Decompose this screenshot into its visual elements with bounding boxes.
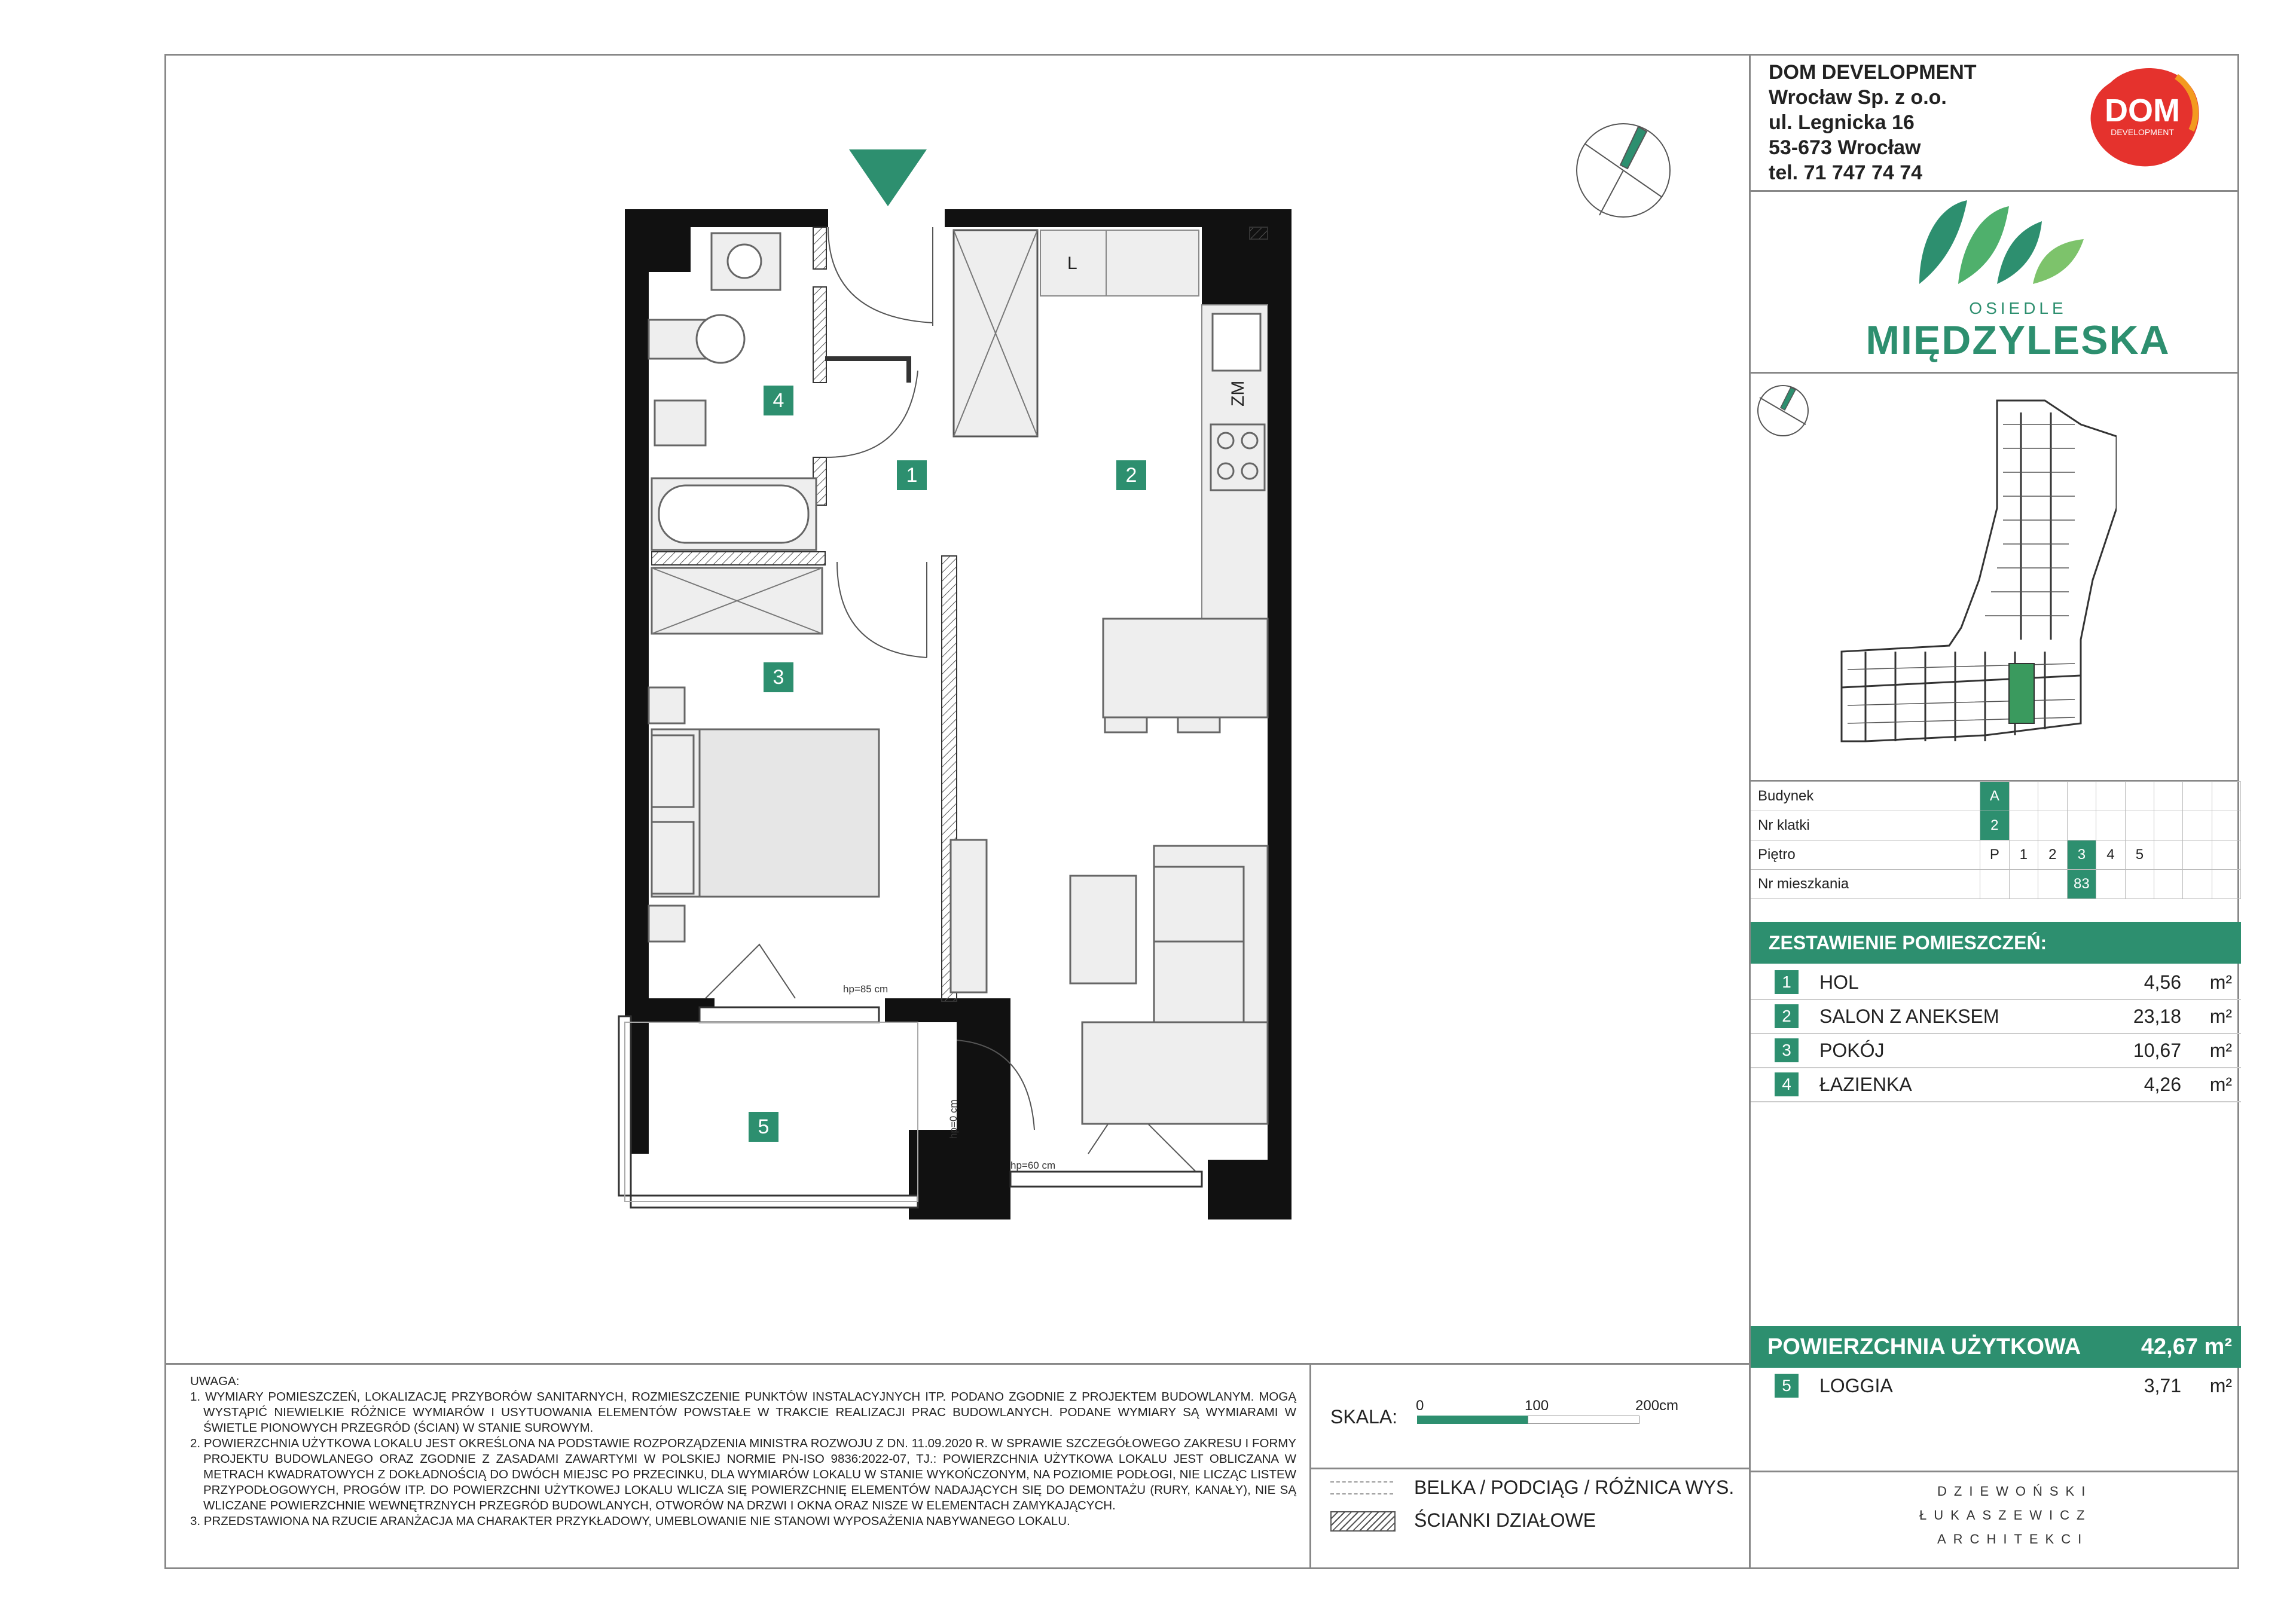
- belka-legend-swatch: [1330, 1481, 1393, 1494]
- room-badge-loggia: 5: [749, 1112, 778, 1142]
- north-arrow-small-icon: [1755, 383, 1812, 439]
- mieszkanie-value: 83: [2067, 870, 2096, 899]
- osiedle-prefix: OSIEDLE: [1969, 299, 2067, 317]
- room-area: 4,56: [2144, 971, 2181, 993]
- room-number: 4: [1775, 1072, 1799, 1096]
- room-unit: m²: [2209, 1040, 2232, 1061]
- room-name: HOL: [1819, 971, 1859, 993]
- room-name: SALON Z ANEKSEM: [1819, 1005, 1999, 1027]
- room-number: 1: [1775, 970, 1799, 994]
- room-name: LOGGIA: [1819, 1375, 1893, 1396]
- room-row: [1751, 1034, 2241, 1068]
- entrance-marker-icon: [849, 149, 927, 206]
- company-address: [1769, 60, 1977, 185]
- budynek-value: A: [1980, 782, 2010, 811]
- pietro-option: 4: [2096, 840, 2125, 870]
- room-area: 10,67: [2133, 1040, 2181, 1061]
- pietro-option: 2: [2038, 840, 2067, 870]
- architect-line-3: ARCHITEKCI: [1937, 1532, 2089, 1546]
- dom-logo-text: DOM: [2105, 93, 2180, 129]
- coffee-table: [1070, 876, 1136, 983]
- north-arrow-icon: [1573, 120, 1674, 221]
- legend-divider: [1309, 1468, 1749, 1469]
- belka-legend-label: BELKA / PODCIĄG / RÓŻNICA WYS.: [1414, 1477, 1735, 1498]
- bed-icon: [649, 687, 879, 942]
- room-badge-pokoj: 3: [764, 662, 793, 692]
- total-area-bar: [1751, 1326, 2241, 1368]
- note-1: 1. WYMIARY POMIESZCZEŃ, LOKALIZACJĘ PRZYBORÓW SANITARNYCH, ROZMIESZCZENIE PUNKTÓW INSTALACYJNYCH ITP. PODANO ZGODNIE Z PROJEKTEM BUDOWLANYM. MOGĄ WYSTĄPIĆ NIEWIELKIE RÓŻNICE WYMIARÓW I USYTUOWANIA ELEMENTÓW POWSTAŁE W TRAKCIE REALIZACJI PRAC BUDOWLANYCH. PODANE WYMIARY SĄ WYMIARAMI W ŚWIETLE PIONOWYCH PRZEGRÓD (ŚCIAN) W STANIE SUROWYM.: [190, 1390, 1296, 1435]
- notes-block: [190, 1374, 1296, 1529]
- architect-line-2: ŁUKASZEWICZ: [1919, 1508, 2092, 1523]
- washbasin-icon: [655, 401, 706, 445]
- room-area: 4,26: [2144, 1074, 2181, 1095]
- row-klatka: [1751, 811, 2241, 840]
- pietro-label: Piętro: [1751, 840, 1980, 870]
- room-badge-lazienka: 4: [764, 386, 793, 415]
- room-unit: m²: [2209, 971, 2232, 993]
- room-unit: m²: [2209, 1375, 2232, 1396]
- company-entity: Wrocław Sp. z o.o.: [1769, 86, 1947, 109]
- mieszkanie-label: Nr mieszkania: [1751, 870, 1980, 899]
- notes-divider: [164, 1363, 1749, 1365]
- scale-tick-200: 200cm: [1635, 1398, 1679, 1414]
- room-number: 5: [1775, 1374, 1799, 1398]
- osiedle-logo-mark: [1913, 194, 2087, 284]
- room-area: 3,71: [2144, 1375, 2181, 1396]
- room-area: 23,18: [2133, 1005, 2181, 1027]
- sink-icon: [1213, 314, 1260, 371]
- company-divider: [1749, 190, 2239, 192]
- budynek-label: Budynek: [1751, 782, 1980, 811]
- notes-title: UWAGA:: [190, 1374, 240, 1388]
- logo-divider: [1749, 372, 2239, 374]
- scale-bar-empty: [1528, 1416, 1639, 1424]
- l-mark: L: [1067, 253, 1077, 273]
- company-street: ul. Legnicka 16: [1769, 111, 1915, 134]
- scianki-legend-label: ŚCIANKI DZIAŁOWE: [1414, 1509, 1596, 1531]
- building-key-plan: [1830, 389, 2117, 747]
- room-number: 3: [1775, 1038, 1799, 1062]
- dom-development-logo: [2087, 65, 2203, 172]
- kitchen-cabinet: [1040, 230, 1199, 296]
- total-area-label: POWIERZCHNIA UŻYTKOWA: [1767, 1334, 2081, 1359]
- row-budynek: [1751, 782, 2241, 811]
- company-city: 53-673 Wrocław: [1769, 136, 1921, 159]
- room-badge-hol: 1: [897, 460, 927, 490]
- room-badge-salon: 2: [1116, 460, 1146, 490]
- klatka-value: 2: [1980, 811, 2010, 840]
- pietro-option-selected: 3: [2067, 840, 2096, 870]
- scale-tick-0: 0: [1416, 1398, 1424, 1414]
- pietro-option: 1: [2009, 840, 2038, 870]
- osiedle-name: MIĘDZYLESKA: [1866, 317, 2170, 363]
- dining-table-icon: [1103, 619, 1268, 732]
- scale-label: SKALA:: [1330, 1406, 1398, 1428]
- scianki-legend-swatch: [1330, 1511, 1396, 1532]
- room-row: [1751, 965, 2241, 1000]
- room-row: [1751, 1000, 2241, 1034]
- room-name: ŁAZIENKA: [1819, 1074, 1912, 1095]
- apartment-info-table: [1751, 781, 2241, 899]
- loggia-divider: [1749, 1471, 2239, 1472]
- row-mieszkanie: [1751, 870, 2241, 899]
- hp60-label: hp=60 cm: [1010, 1160, 1056, 1171]
- scale-divider: [1309, 1363, 1311, 1569]
- scale-tick-100: 100: [1525, 1398, 1549, 1414]
- room-number: 2: [1775, 1004, 1799, 1028]
- floor-plan: [610, 143, 1327, 1219]
- architect-line-1: DZIEWOŃSKI: [1937, 1484, 2093, 1499]
- total-area-value: 42,67 m²: [2141, 1334, 2232, 1359]
- zm-mark: ZM: [1228, 380, 1248, 406]
- hp85-label: hp=85 cm: [843, 983, 889, 995]
- note-2: 2. POWIERZCHNIA UŻYTKOWA LOKALU JEST OKREŚLONA NA PODSTAWIE ROZPORZĄDZENIA MINISTRA ROZWOJU Z DN. 11.09.2020 R. W SPRAWIE SZCZEGÓŁOWEGO ZAKRESU I FORMY PROJEKTU BUDOWLANEGO ORAZ ZGODNIE Z ZASADAMI ZAWARTYMI W POLSKIEJ NORMIE PN-ISO 9836:2022-07, TJ.: POWIERZCHNIA UŻYTKOWA LOKALU JEST OBLICZANA W METRACH KWADRATOWYCH Z DOKŁADNOŚCIĄ DO DWÓCH MIEJSC PO PRZECINKU, DLA WYMIARÓW LOKALU W STANIE WYKOŃCZONYM, NA POZIOMIE PODŁOGI, NIE LICZĄC LISTEW PRZYPODŁOGOWYCH, PROGÓW ITP. DO POWIERZCHNI UŻYTKOWEJ LOKALU WLICZA SIĘ POWIERZCHNIĘ ELEMENTÓW NADAJĄCYCH SIĘ DO DEMONTAŻU (RURY, KANAŁY), NIE SĄ WLICZANE POWIERZCHNIE WEWNĘTRZNYCH PRZEGRÓD BUDOWLANYCH, OTWORÓW NA DRZWI I OKNA ORAZ NISZE W ELEMENTACH ZAMYKAJĄCYCH.: [190, 1436, 1296, 1512]
- company-phone: tel. 71 747 74 74: [1769, 161, 1923, 184]
- room-unit: m²: [2209, 1074, 2232, 1095]
- room-unit: m²: [2209, 1005, 2232, 1027]
- pietro-option: P: [1980, 840, 2010, 870]
- company-name: DOM DEVELOPMENT: [1769, 61, 1977, 84]
- loggia-row: [1751, 1369, 2241, 1402]
- klatka-label: Nr klatki: [1751, 811, 1980, 840]
- zestawienie-title: ZESTAWIENIE POMIESZCZEŃ:: [1751, 922, 2241, 964]
- row-pietro: [1751, 840, 2241, 870]
- architect-logo: [1919, 1480, 2093, 1551]
- room-row: [1751, 1068, 2241, 1102]
- room-name: POKÓJ: [1819, 1040, 1885, 1061]
- hp0-label: hp=0 cm: [948, 1099, 959, 1139]
- note-3: 3. PRZEDSTAWIONA NA RZUCIE ARANŻACJA MA CHARAKTER PRZYKŁADOWY, UMEBLOWANIE NIE STANOWI WYPOSAŻENIA NABYWANEGO LOKALU.: [190, 1514, 1070, 1528]
- pietro-option: 5: [2125, 840, 2154, 870]
- scale-bar: [1417, 1416, 1528, 1424]
- dom-logo-sub: DEVELOPMENT: [2111, 127, 2174, 137]
- tv-stand: [951, 840, 987, 992]
